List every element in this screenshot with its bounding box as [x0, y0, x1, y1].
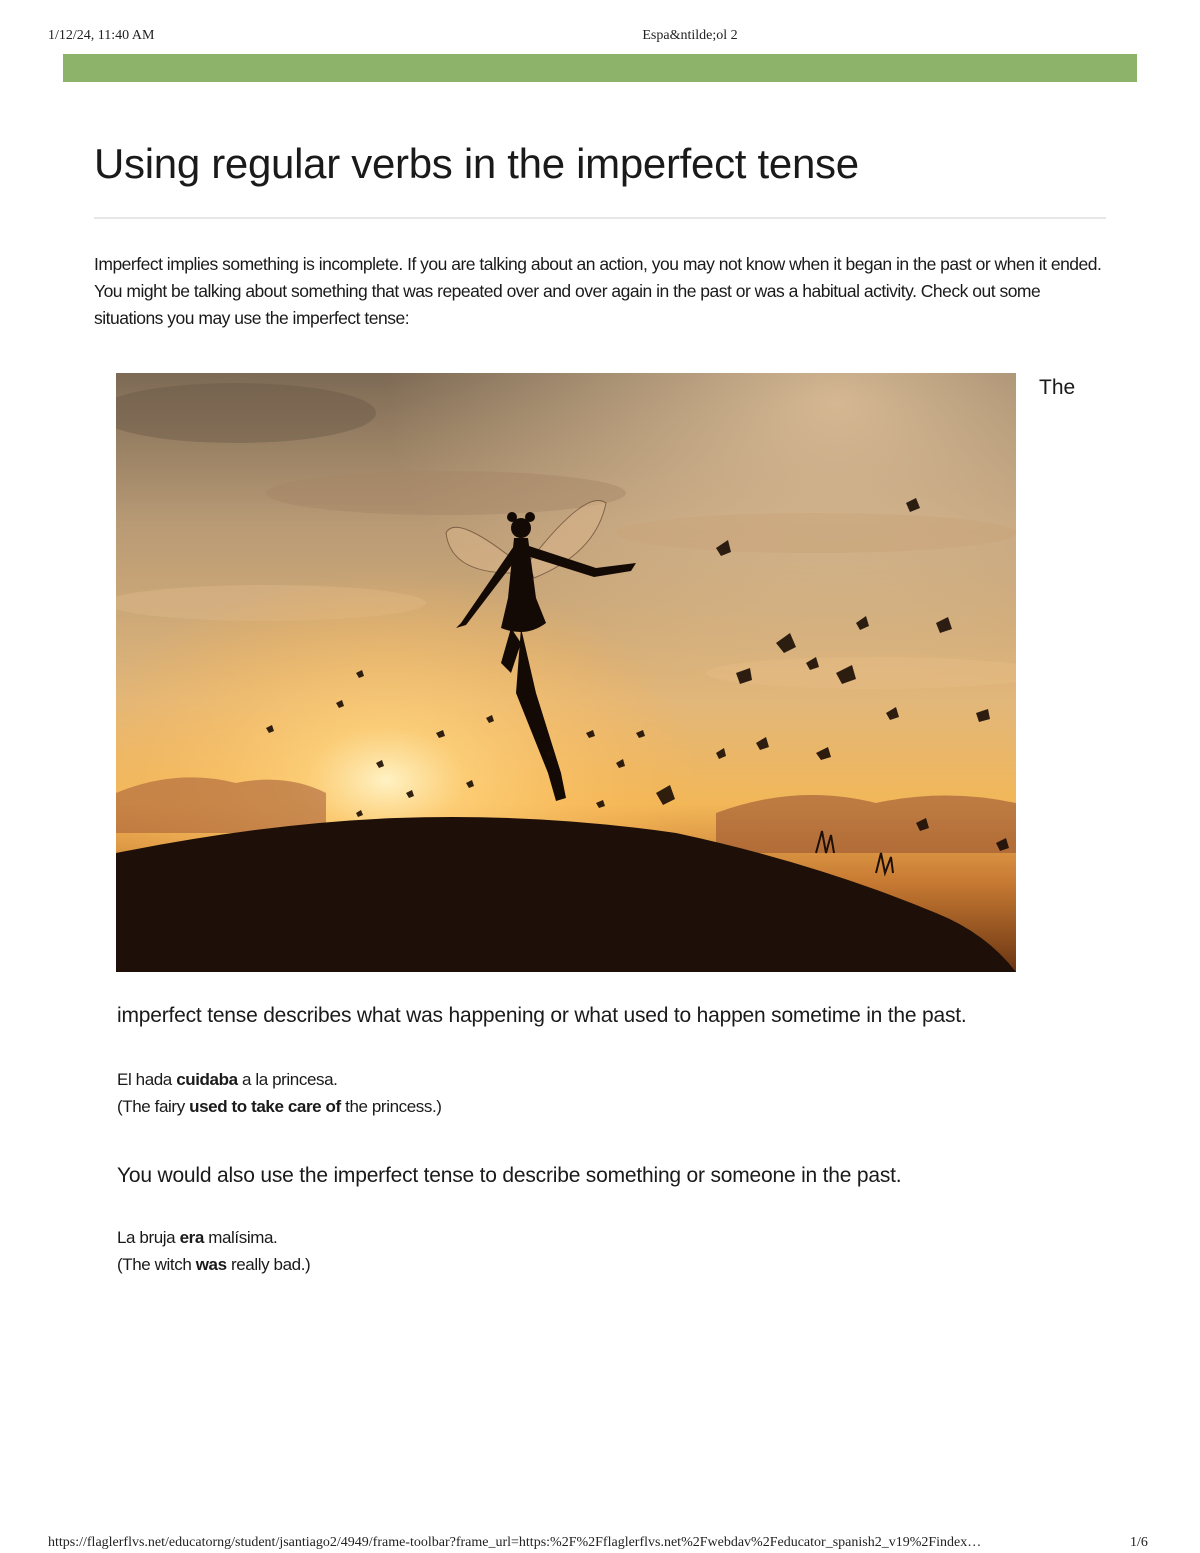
fairy-sunset-image — [116, 373, 1016, 972]
section1-example — [117, 1066, 442, 1120]
section2-lead: You would also use the imperfect tense to describe something or someone in the past. — [117, 1164, 902, 1187]
spanish-sentence-1: El hada cuidaba a la princesa. — [117, 1070, 338, 1089]
wrapped-text-fragment: The — [1039, 376, 1076, 399]
accent-bar — [63, 54, 1137, 82]
english-translation-1: (The fairy used to take care of the princess.) — [117, 1097, 442, 1116]
title-divider — [94, 217, 1106, 219]
print-footer — [0, 1535, 1200, 1553]
print-date: 1/12/24, 11:40 AM — [48, 28, 155, 43]
print-header — [0, 28, 1200, 48]
english-translation-2: (The witch was really bad.) — [117, 1255, 311, 1274]
print-url: https://flaglerflvs.net/educatorng/student/jsantiago2/4949/frame-toolbar?frame_url=https:%2F%2Fflaglerflvs.net%2Fwebdav%2Feducator_spanish2_v19%2Findex… — [48, 1535, 982, 1550]
section1-lead: imperfect tense describes what was happening or what used to happen sometime in the past. — [117, 1004, 967, 1027]
page-title: Using regular verbs in the imperfect tense — [94, 140, 859, 187]
intro-paragraph: Imperfect implies something is incomplete. If you are talking about an action, you may not know when it began in the past or when it ended. You might be talking about something that was repeated over and over again in the past or was a habitual activity. Check out some situations you may use the imperfect tense: — [94, 254, 1102, 328]
print-doc-title: Espa&ntilde;ol 2 — [642, 28, 738, 43]
section2-example — [117, 1224, 310, 1278]
print-page-number: 1/6 — [1130, 1535, 1148, 1550]
spanish-sentence-2: La bruja era malísima. — [117, 1228, 278, 1247]
